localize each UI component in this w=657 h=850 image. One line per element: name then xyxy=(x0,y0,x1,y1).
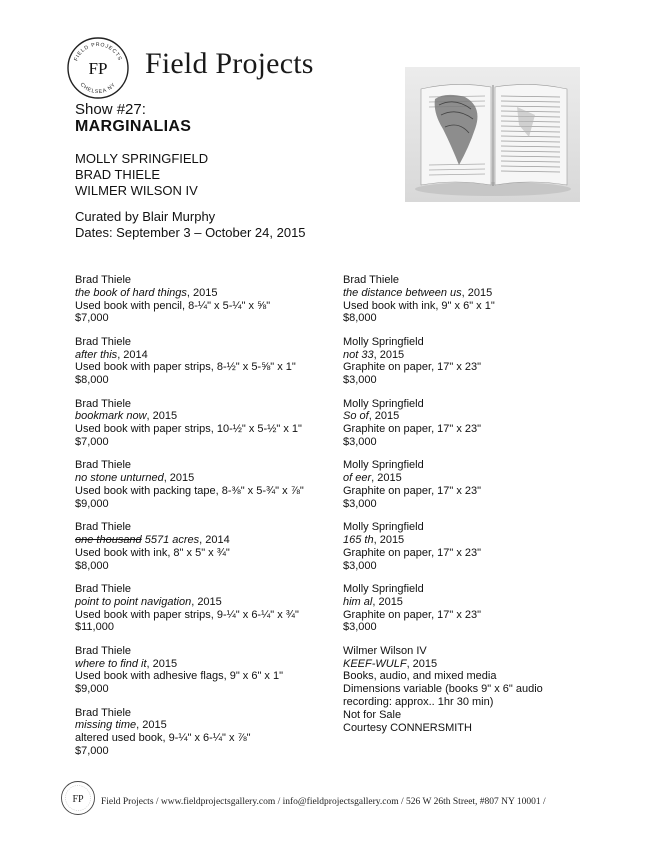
work-medium: Graphite on paper, 17" x 23" xyxy=(343,546,482,559)
work-artist: Molly Springfield xyxy=(343,582,424,595)
show-number: Show #27: xyxy=(75,101,146,118)
work-title-struck: one thousand xyxy=(75,533,142,546)
work-medium: Used book with ink, 9" x 6" x 1" xyxy=(343,299,495,312)
work-year: , 2015 xyxy=(368,410,400,423)
work-year: , 2015 xyxy=(373,348,405,361)
work-medium: Graphite on paper, 17" x 23" xyxy=(343,423,482,436)
artist-name: WILMER WILSON IV xyxy=(75,183,198,198)
work-title-line xyxy=(75,410,325,423)
work-artist: Brad Thiele xyxy=(75,274,132,286)
work-medium: Used book with paper strips, 9-¼" x 6-¼" x ¾" xyxy=(75,608,299,621)
work-year: , 2015 xyxy=(372,595,403,608)
work-artist: Molly Springfield xyxy=(343,459,424,472)
work-title: point to point navigation xyxy=(75,595,192,608)
work-entry xyxy=(343,398,573,460)
curated-by: Curated by Blair Murphy xyxy=(75,209,216,224)
work-artist: Brad Thiele xyxy=(75,521,132,534)
work-title: him al xyxy=(343,595,373,608)
work-title: the distance between us xyxy=(343,286,462,299)
footer-logo xyxy=(60,780,96,816)
work-price: $11,000 xyxy=(75,621,114,634)
svg-text:CHELSEA NY: CHELSEA NY xyxy=(78,81,118,96)
work-entry xyxy=(343,583,573,645)
work-year: , 2015 xyxy=(373,533,405,546)
work-title: 5571 acres xyxy=(141,533,200,546)
work-price: $3,000 xyxy=(343,559,377,572)
works-list-left xyxy=(75,274,325,768)
work-entry xyxy=(75,398,325,460)
work-dimensions: recording: approx.. 1hr 30 min) xyxy=(343,695,494,708)
show-dates: Dates: September 3 – October 24, 2015 xyxy=(75,225,306,240)
work-price: $8,000 xyxy=(75,559,109,572)
work-medium: Books, audio, and mixed media xyxy=(343,670,497,683)
work-medium: Graphite on paper, 17" x 23" xyxy=(343,361,482,374)
work-medium: Used book with pencil, 8-¼" x 5-¼" x ⅝" xyxy=(75,299,271,312)
work-title: the book of hard things xyxy=(75,286,187,299)
work-year: , 2014 xyxy=(199,533,230,546)
book-photo xyxy=(405,67,580,202)
work-year: , 2015 xyxy=(146,657,178,670)
work-artist: Brad Thiele xyxy=(75,706,132,719)
work-year: , 2015 xyxy=(406,657,438,670)
work-price: $7,000 xyxy=(75,435,109,448)
work-title-line xyxy=(343,596,573,609)
work-artist: Brad Thiele xyxy=(75,459,132,472)
work-year: , 2015 xyxy=(461,286,493,299)
work-entry xyxy=(75,336,325,398)
work-entry xyxy=(75,583,325,645)
svg-text:FP: FP xyxy=(72,794,84,805)
work-title-line xyxy=(343,410,573,423)
work-year: , 2015 xyxy=(163,472,195,485)
work-artist: Brad Thiele xyxy=(75,644,132,657)
work-price: $7,000 xyxy=(75,312,109,325)
work-title-line xyxy=(75,349,325,362)
work-title-line xyxy=(343,472,573,485)
work-title-line xyxy=(75,287,325,300)
work-dimensions: Dimensions variable (books 9" x 6" audio xyxy=(343,683,543,696)
work-title: of eer xyxy=(343,472,372,485)
work-medium: Used book with paper strips, 10-½" x 5-½" x 1" xyxy=(75,423,302,436)
logo-letters: FP xyxy=(88,59,108,78)
work-medium: Used book with packing tape, 8-⅜" x 5-¾" x ⅞" xyxy=(75,484,304,497)
work-title-line xyxy=(75,658,325,671)
work-artist: Molly Springfield xyxy=(343,335,424,348)
work-title-line xyxy=(343,349,573,362)
work-title: not 33 xyxy=(343,348,374,361)
work-entry xyxy=(343,336,573,398)
work-year: , 2015 xyxy=(371,472,402,485)
curator-info xyxy=(75,209,306,241)
work-title: missing time xyxy=(75,719,137,732)
work-entry xyxy=(343,274,573,336)
work-medium: Used book with adhesive flags, 9" x 6" x 1" xyxy=(75,670,283,683)
work-artist: Molly Springfield xyxy=(343,397,424,410)
show-title: MARGINALIAS xyxy=(75,118,192,135)
work-entry xyxy=(343,644,573,734)
work-price: $3,000 xyxy=(343,374,377,387)
work-title: after this xyxy=(75,348,118,361)
work-medium: altered used book, 9-¼" x 6-¼" x ⅞" xyxy=(75,732,251,745)
artist-list xyxy=(75,151,208,199)
work-title-line xyxy=(75,534,325,547)
work-title: no stone unturned xyxy=(75,472,164,485)
work-price: $3,000 xyxy=(343,497,377,510)
work-price: $9,000 xyxy=(75,497,109,510)
work-entry xyxy=(75,707,325,769)
work-artist: Brad Thiele xyxy=(75,397,132,410)
work-title: bookmark now xyxy=(75,410,147,423)
work-entry xyxy=(75,459,325,521)
work-artist: Brad Thiele xyxy=(343,274,400,286)
works-list-right xyxy=(343,274,573,734)
work-title-line xyxy=(343,287,573,300)
work-year: , 2015 xyxy=(146,410,178,423)
work-price: $9,000 xyxy=(75,683,109,696)
work-entry xyxy=(75,274,325,336)
work-year: , 2014 xyxy=(117,348,148,361)
work-artist: Brad Thiele xyxy=(75,582,132,595)
artist-name: BRAD THIELE xyxy=(75,167,161,182)
work-price: $3,000 xyxy=(343,435,377,448)
work-medium: Graphite on paper, 17" x 23" xyxy=(343,608,482,621)
svg-text:FIELD PROJECTS: FIELD PROJECTS xyxy=(73,41,123,63)
work-entry xyxy=(343,459,573,521)
work-courtesy: Courtesy CONNERSMITH xyxy=(343,721,472,734)
footer-contact: Field Projects / www.fieldprojectsgallery.com / info@fieldprojectsgallery.com / 526 W 26th Street, #807 NY 10001 / xyxy=(101,797,546,807)
work-title: 165 th xyxy=(343,533,374,546)
work-title-line xyxy=(343,534,573,547)
work-price: Not for Sale xyxy=(343,708,402,721)
work-price: $8,000 xyxy=(343,312,377,325)
work-medium: Used book with paper strips, 8-½" x 5-⅝" x 1" xyxy=(75,361,296,374)
work-entry xyxy=(75,521,325,583)
work-title-line xyxy=(75,596,325,609)
work-artist: Wilmer Wilson IV xyxy=(343,644,427,657)
work-price: $8,000 xyxy=(75,374,109,387)
work-entry xyxy=(343,521,573,583)
work-year: , 2015 xyxy=(191,595,222,608)
work-title: So of xyxy=(343,410,369,423)
brand-name: Field Projects xyxy=(145,47,314,80)
work-title: KEEF-WULF xyxy=(343,657,407,670)
work-title-line xyxy=(343,658,573,671)
work-title-line xyxy=(75,719,325,732)
field-projects-logo xyxy=(66,36,130,100)
work-medium: Graphite on paper, 17" x 23" xyxy=(343,484,482,497)
work-title: where to find it xyxy=(75,657,147,670)
work-year: , 2015 xyxy=(186,286,218,299)
work-title-line xyxy=(75,472,325,485)
work-entry xyxy=(75,645,325,707)
work-artist: Brad Thiele xyxy=(75,335,132,348)
work-medium: Used book with ink, 8" x 5" x ¾" xyxy=(75,546,230,559)
work-year: , 2015 xyxy=(136,719,167,732)
artist-name: MOLLY SPRINGFIELD xyxy=(75,151,209,166)
work-price: $7,000 xyxy=(75,744,109,757)
work-artist: Molly Springfield xyxy=(343,521,424,534)
work-price: $3,000 xyxy=(343,621,377,634)
